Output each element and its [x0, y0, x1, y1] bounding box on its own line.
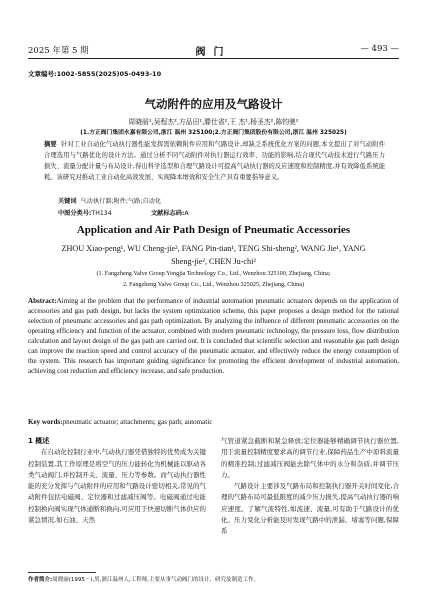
article-number: 文章编号:1002-5855(2025)05-0493-10	[28, 70, 162, 78]
en-affiliation-1: (1. Fangzheng Valve Group Yongjia Technology Co., Ltd., Wenzhou 325100, Zhejiang, China;	[96, 270, 331, 277]
journal-name: 阀门	[195, 47, 232, 58]
page-number: — 493 —	[360, 44, 399, 54]
cn-keywords-label: 关键词	[58, 198, 77, 205]
en-affiliation-2: 2. Fangzheng Valve Group Co., Ltd., Wenzhou 325025, Zhejiang, China)	[122, 281, 305, 288]
body-paragraph: 气管道紧急截断和紧急释放;定位器能够精确调节执行器位置,用于流量控制精度要求高的调节行业,保障药品生产中原料流量的精准控制;过滤减压阀能去除气体中的水分和杂质,并调节压力。	[221, 437, 399, 479]
section-heading: 1 概述	[28, 437, 50, 445]
footnote-rule	[28, 572, 96, 573]
en-keywords-label: Key words:	[28, 418, 63, 426]
en-keywords	[28, 418, 212, 426]
cn-affiliations: (1.方正阀门集团永嘉有限公司,浙江 温州 325100;2.方正阀门集团股份有限公司,浙江 温州 325025)	[80, 130, 347, 136]
en-keywords-text: pneumatic actuator; attachments; gas path; automatic	[62, 418, 213, 426]
body-column-right	[221, 436, 399, 538]
author-footnote	[28, 575, 259, 583]
cn-keywords	[58, 196, 161, 205]
document-code	[151, 208, 189, 217]
cn-abstract-text: 针对工业自动化气动执行器性能发挥需依赖附件应用和气路设计,却缺乏系统优化方案的问题,本文提出了对气动附件合理选用与气路优化的设计方法。通过分析不同气动附件对执行器运行效率、功能的影响,结合现代气动技术进行气路压力损失、流量分配计量与布局设计,得出科学选型和合理气路设计可提高气动执行器的反应速度和控制精度,并有效降低系统能耗。该研究对推动工业自动化高效发展、实现降本增效和安全生产具有重要指导意义。	[44, 141, 385, 182]
footnote-label: 作者简介:	[28, 577, 53, 583]
body-column-left	[28, 436, 206, 526]
clc-value: TH134	[91, 210, 112, 217]
issue-label: 2025 年第 5 期	[28, 46, 89, 56]
en-abstract-label: Abstract:	[28, 297, 57, 305]
cn-authors: 周晓丽¹,吴程杰²,方品田¹,滕仕省²,王 杰¹,杨圣杰²,陈钧驰²	[128, 118, 299, 126]
en-abstract-text: Aiming at the problem that the performance of industrial automation pneumatic actuators depends on the application of accessories and gas path design, but lacks the system optimization scheme, this paper proposes a design method for the rational selection of pneumatic accessories and gas path optimization. By analyzing the influence of different pneumatic accessories on the operating efficiency and function of the actuator, combined with modern pneumatic technology, the pressure loss, flow distribution calculation and layout design of the gas path are carried out. It is concluded that scientific selection and reasonable gas path design can improve the reaction speed and control accuracy of the pneumatic actuator, and effectively reduce the energy consumption of the system. This research has important guiding significance for promoting the efficient development of industrial automation, achieving cost reduction and efficiency increase, and safe production.	[28, 297, 399, 376]
en-authors: ZHOU Xiao-peng¹, WU Cheng-jie², FANG Pin-tian¹, TENG Shi-sheng², WANG Jie¹, YANG Sheng-jie², CHEN Ju-chi²	[61, 244, 366, 266]
header-rule	[28, 58, 399, 59]
clc-label: 中图分类号:	[58, 210, 92, 217]
en-title: Application and Air Path Design of Pneumatic Accessories	[76, 224, 351, 236]
cn-abstract	[44, 139, 385, 183]
doc-label: 文献标志码:	[151, 210, 185, 217]
cn-keywords-text: 气动执行器;附件;气路;自动化	[80, 198, 162, 205]
clc-number	[58, 208, 112, 217]
en-abstract	[28, 296, 399, 376]
cn-abstract-label: 摘要	[44, 141, 57, 148]
doc-value: A	[184, 210, 189, 217]
footnote-text: 周晓丽(1995－),男,浙江温州人,工程师,主要从事气动阀门的设计、研究及制造工作。	[52, 577, 259, 583]
body-paragraph: 在自动化控制行业中,气动执行器凭借独特的优势成为关键控制装置,其工作原理是将空气的压力能转化为机械能以驱动各类气动阀门,并控制开关、流量、压力等参数。而气动执行器性能的充分发挥与气动附件的应用和气路设计密切相关,常见的气动附件包括电磁阀、定位器和过滤减压阀等。电磁阀通过电能控制换向阀实现气体通断和换向,可应用于快速切断气体供应的紧急情况,如石油、天然	[28, 448, 206, 525]
body-paragraph: 气路设计主要涉及气路布局和控制执行器开关时间变化,合理的气路布局可最低限度的减少压力损失,提高气动执行器的响应速度。了解气流特性,如流速、流量,可有助于气路设计的优化。压力变化分析能及时发现气路中的泄漏、堵塞等问题,保障系	[221, 482, 399, 536]
cn-title: 气动附件的应用及气路设计	[144, 97, 283, 111]
